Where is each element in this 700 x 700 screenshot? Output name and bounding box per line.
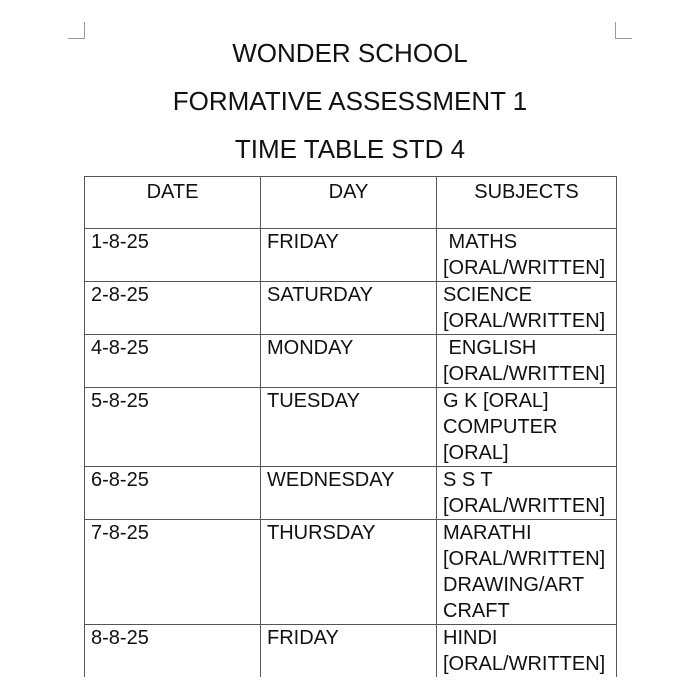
timetable-title-heading: TIME TABLE STD 4	[234, 134, 466, 164]
column-header-subjects: SUBJECTS	[437, 177, 617, 229]
subject-line: [ORAL/WRITTEN]	[443, 653, 606, 675]
day-cell: SATURDAY	[261, 282, 437, 335]
subject-line: HINDI	[443, 627, 498, 649]
subject-line: S S T	[443, 469, 493, 491]
subjects-cell	[437, 467, 617, 520]
subject-line: COMPUTER	[443, 416, 558, 438]
table-row	[85, 520, 617, 625]
school-name-heading: WONDER SCHOOL	[232, 38, 468, 68]
page-corner-mark-top-left	[68, 22, 85, 39]
date-cell: 7-8-25	[85, 520, 261, 625]
date-cell: 4-8-25	[85, 335, 261, 388]
day-cell: TUESDAY	[261, 388, 437, 467]
subject-line: [ORAL/WRITTEN]	[443, 548, 606, 570]
assessment-heading: FORMATIVE ASSESSMENT 1	[172, 86, 528, 116]
date-cell: 2-8-25	[85, 282, 261, 335]
subject-line: MARATHI	[443, 522, 532, 544]
subjects-cell	[437, 388, 617, 467]
table-header-row	[85, 177, 617, 229]
day-cell: THURSDAY	[261, 520, 437, 625]
table-row	[85, 229, 617, 282]
subject-line: [ORAL/WRITTEN]	[443, 257, 606, 279]
column-header-day: DAY	[261, 177, 437, 229]
subject-line: [ORAL/WRITTEN]	[443, 310, 606, 332]
table-row	[85, 282, 617, 335]
subject-line: [ORAL/WRITTEN]	[443, 495, 606, 517]
subjects-cell	[437, 520, 617, 625]
timetable	[84, 176, 617, 677]
subjects-cell	[437, 282, 617, 335]
subject-line: ENGLISH	[443, 337, 537, 359]
date-cell: 5-8-25	[85, 388, 261, 467]
day-cell: FRIDAY	[261, 229, 437, 282]
day-cell: MONDAY	[261, 335, 437, 388]
subjects-cell	[437, 625, 617, 678]
subjects-cell	[437, 335, 617, 388]
table-row	[85, 625, 617, 678]
date-cell: 1-8-25	[85, 229, 261, 282]
subject-line: CRAFT	[443, 600, 510, 622]
subjects-cell	[437, 229, 617, 282]
day-cell: WEDNESDAY	[261, 467, 437, 520]
subject-line: SCIENCE	[443, 284, 532, 306]
date-cell: 8-8-25	[85, 625, 261, 678]
date-cell: 6-8-25	[85, 467, 261, 520]
subject-line: [ORAL/WRITTEN]	[443, 363, 606, 385]
day-cell: FRIDAY	[261, 625, 437, 678]
table-row	[85, 388, 617, 467]
subject-line: [ORAL]	[443, 442, 509, 464]
subject-line: G K [ORAL]	[443, 390, 549, 412]
table-row	[85, 467, 617, 520]
table-row	[85, 335, 617, 388]
subject-line: MATHS	[443, 231, 518, 253]
subject-line: DRAWING/ART	[443, 574, 585, 596]
column-header-date: DATE	[85, 177, 261, 229]
page-corner-mark-top-right	[615, 22, 632, 39]
